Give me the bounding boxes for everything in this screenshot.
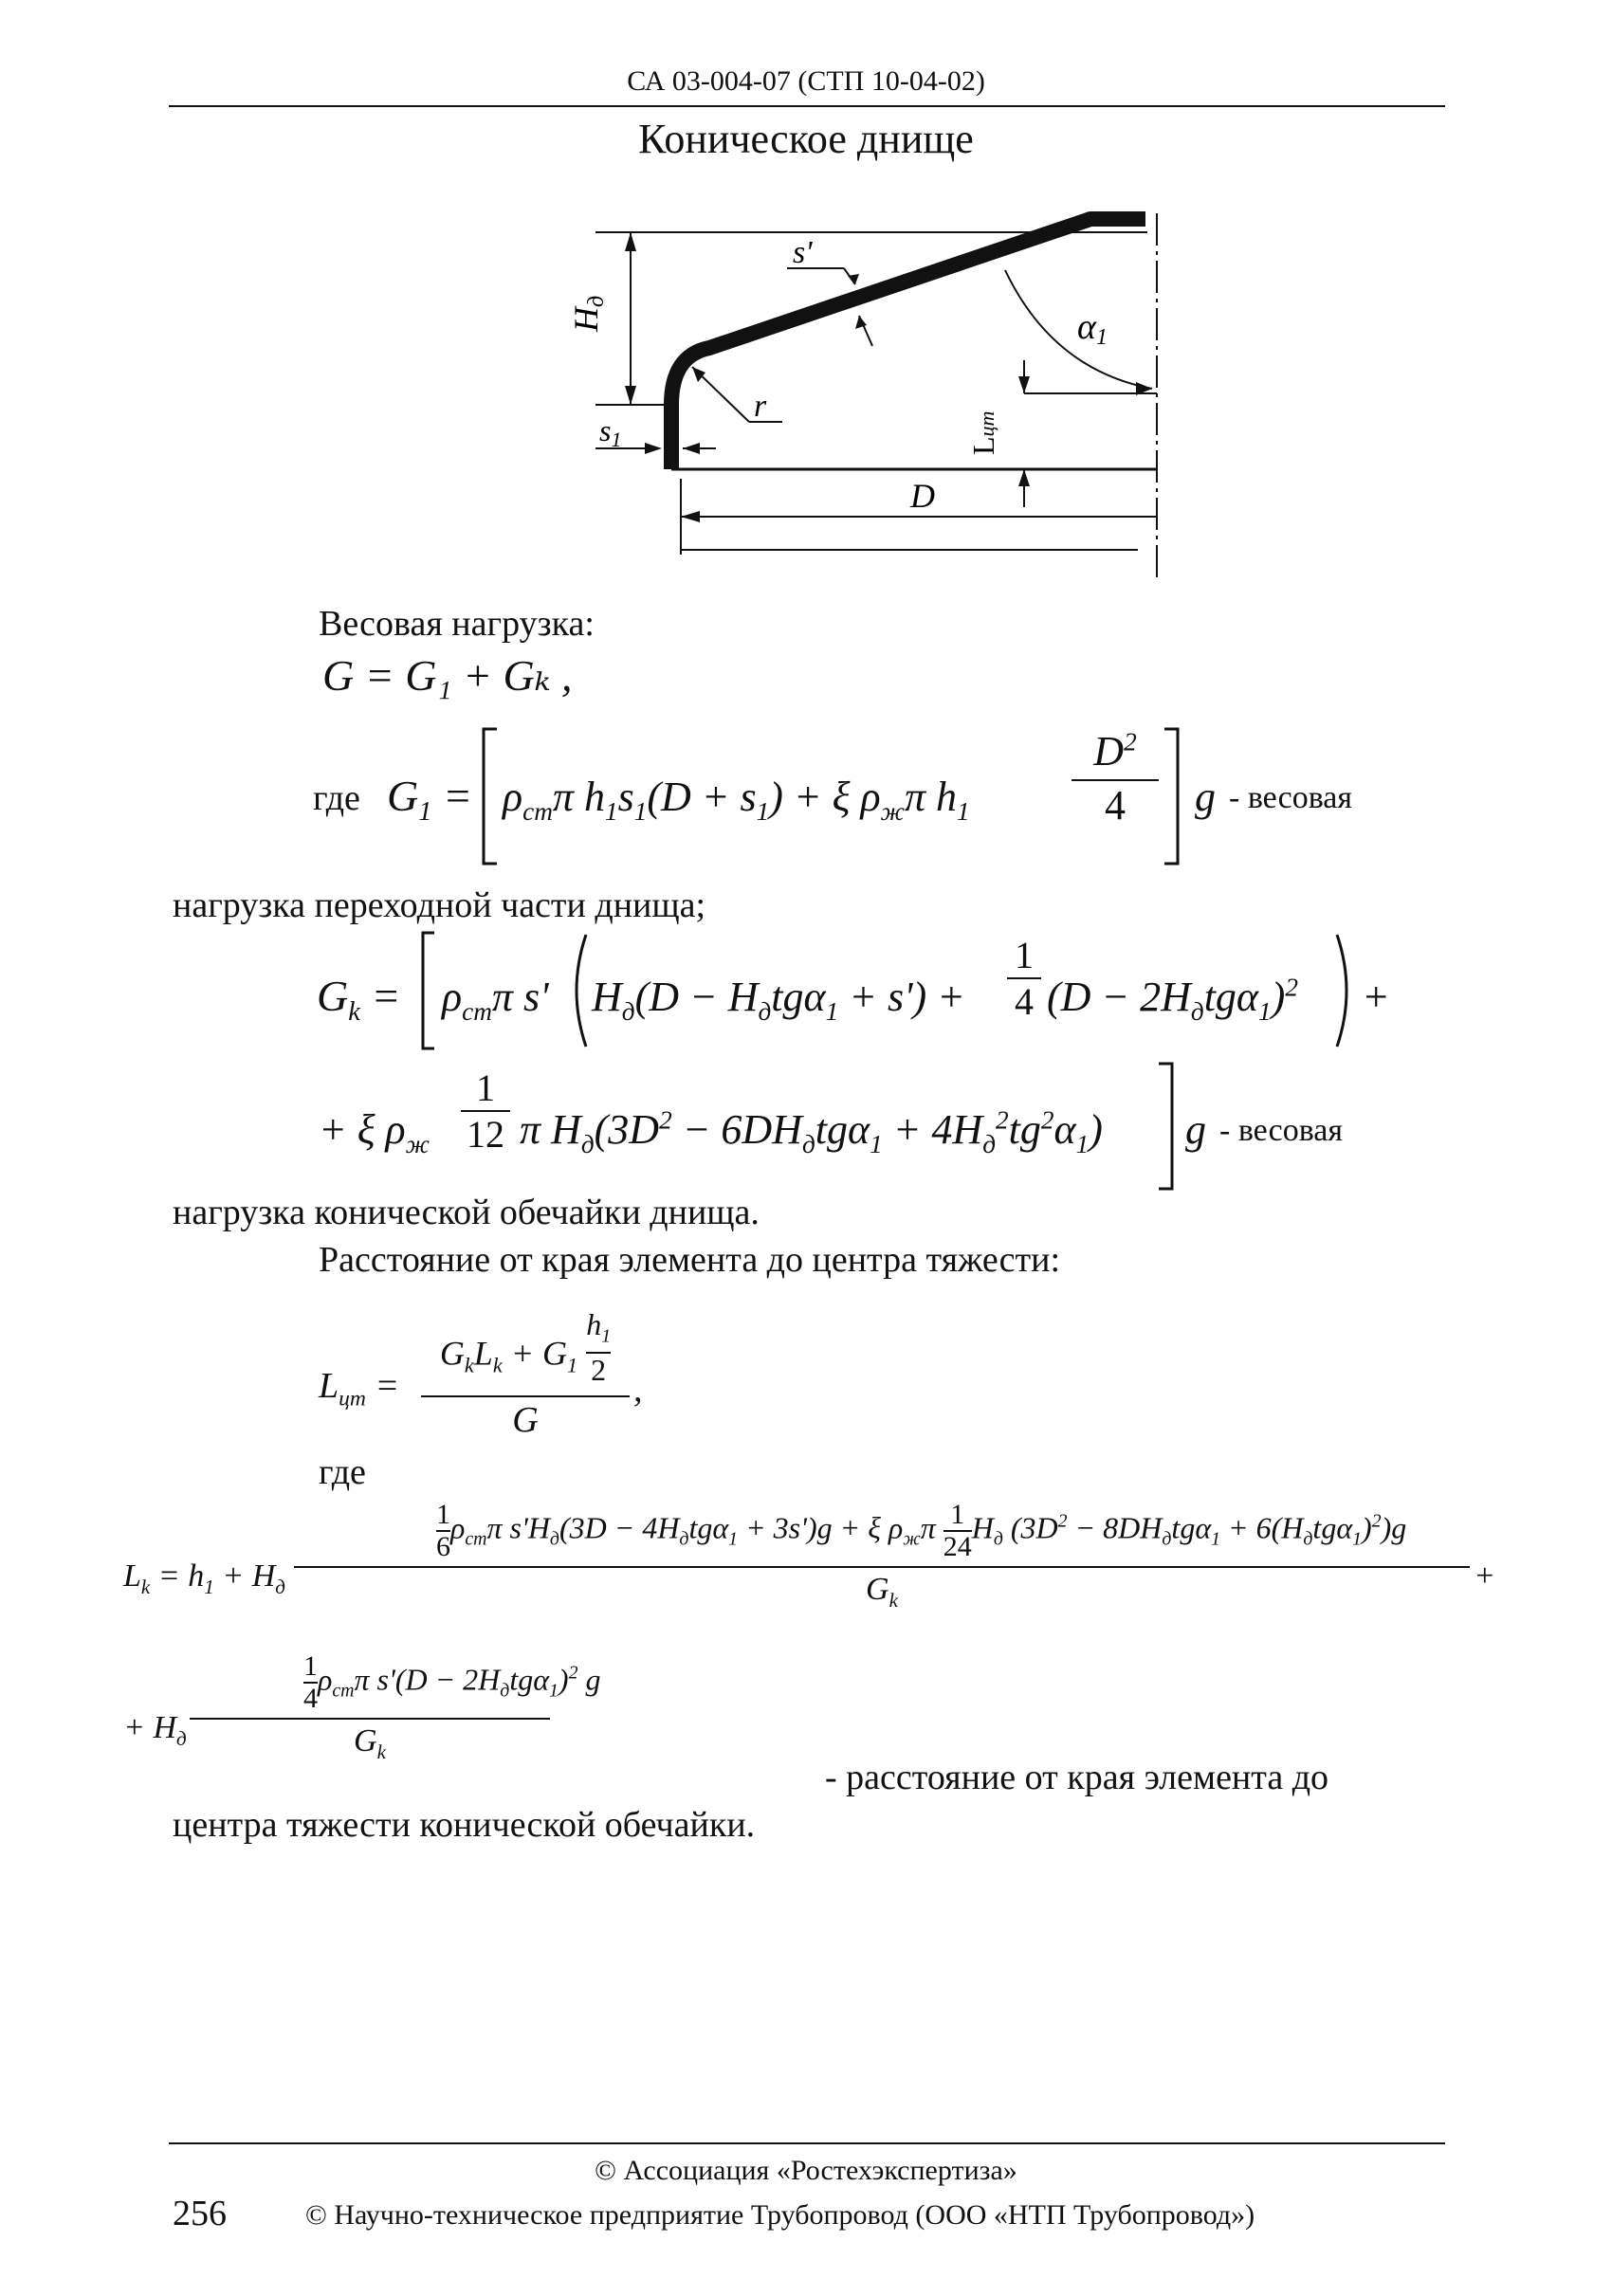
label-s-prime: s' [793, 235, 813, 270]
distance-label: Расстояние от края элемента до центра тяжести: [319, 1240, 1061, 1280]
document-code: СА 03-004-07 (СТП 10-04-02) [627, 65, 985, 97]
gk-desc-cont: нагрузка конической обечайки днища. [173, 1193, 760, 1232]
formula-g: G = G₁ + Gₖ , [322, 651, 573, 700]
conical-bottom-drawing [559, 194, 1185, 592]
where-label-1: где [313, 778, 360, 818]
wall-outline [671, 219, 1145, 469]
footer-rule [169, 2142, 1445, 2144]
formula-lk-line2: + $H_д$ $\frac{1}{4}$ $\rho_{cm}\pi$ $s'(D - 2H_дtg\alpha_1)^2$ g $G_k$ [123, 1648, 616, 1790]
footer-enterprise: © Научно-техническое предприятие Трубопровод (ООО «НТП Трубопровод») [305, 2199, 1255, 2231]
formula-lk-line1: $L_k = h_1 + H_д$ $\frac{1}{6}$ $\rho_{cm}\pi$ $s'H_д(3D - 4H_дtg\alpha_1 + 3s')g + \xi$ $\rho_ж\pi$ $\frac{1}{24}$ $H_д$ $(3D^2 - 8DH_дtg\alpha_1 + 6(H_дtg\alpha_1)^2)g$ $G_k$ + [123, 1496, 1498, 1638]
label-alpha: α1 [1077, 307, 1108, 350]
lk-desc-cont: центра тяжести конической обечайки. [173, 1805, 756, 1845]
section-title: Коническое днище [638, 116, 974, 162]
label-s1: s1 [599, 413, 622, 451]
formula-gk-line1: $G_k$ = $\rho_{cm}\pi$ s' $H_д(D - H_дtg\alpha_1 + s')$ + 1 4 $(D - 2H_дtg\alpha_1)^2$ + [317, 929, 1455, 1057]
where-label-2: где [319, 1452, 366, 1492]
gk-desc-tail: - весовая [1219, 1113, 1344, 1148]
formula-l-cg: $L_{цт}$ = $G_kL_k + G_1$ $\frac{h_1}{2}$ G , [319, 1299, 698, 1450]
lk-desc-tail: - расстояние от края элемента до [825, 1758, 1329, 1797]
label-h-d: Hд [567, 295, 609, 332]
page-number: 256 [173, 2194, 227, 2233]
footer-association[interactable]: © Ассоциация «Ростехэкспертиза» [595, 2155, 1017, 2186]
header-rule [169, 105, 1445, 107]
weight-load-label: Весовая нагрузка: [319, 604, 595, 644]
formula-gk-line2: + ξ $\rho_ж$ 1 12 π $H_д(3D^2 - 6DH_дtg\alpha_1 + 4H_д^2tg^2\alpha_1)$ g - весовая [319, 1060, 1456, 1193]
g1-desc-cont: нагрузка переходной части днища; [173, 885, 706, 925]
label-l-cg: Lцт [966, 410, 1000, 455]
label-d: D [910, 477, 935, 515]
label-r: r [754, 389, 767, 424]
g1-desc-tail: - весовая [1229, 780, 1353, 815]
